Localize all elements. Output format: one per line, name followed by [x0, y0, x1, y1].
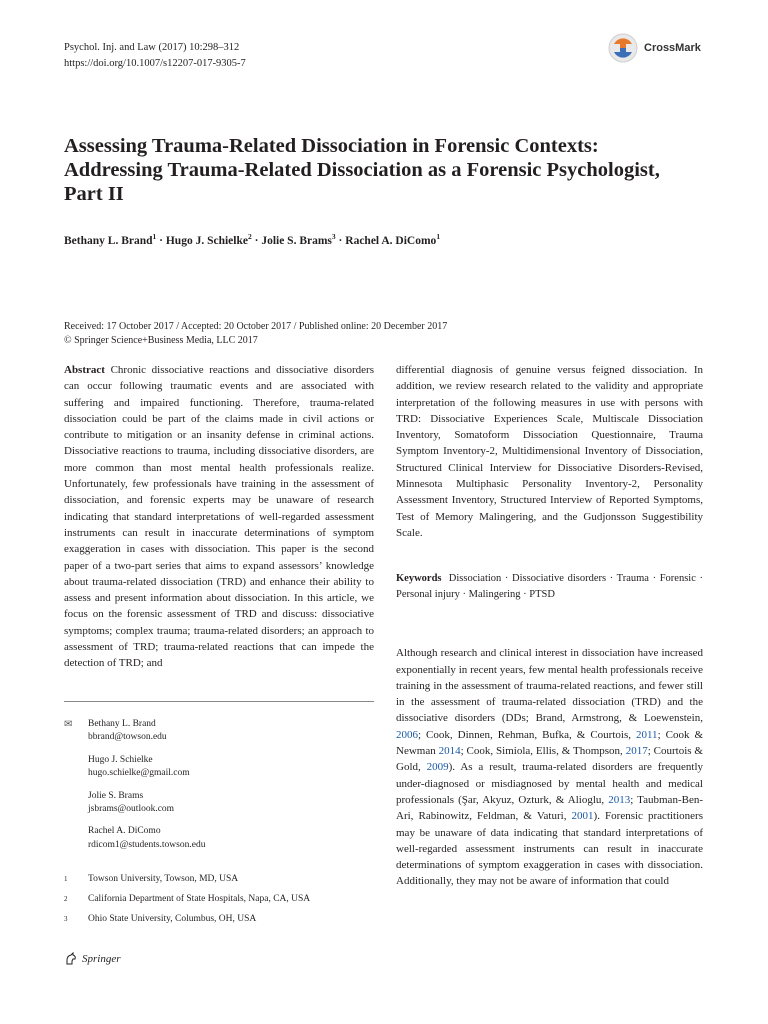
abstract-label: Abstract: [64, 364, 105, 376]
contact-email[interactable]: jsbrams@outlook.com: [88, 804, 175, 815]
citation-year-link[interactable]: 2014: [438, 745, 461, 758]
intro-text: ; Cook, Dinnen, Rehman, Bufka, & Courtois,: [418, 728, 636, 741]
contact-block: [64, 718, 374, 861]
keywords-text: Dissociation · Dissociative disorders · Trauma · Forensic · Personal injury · Malingering · PTSD: [396, 573, 703, 601]
envelope-icon: ✉: [64, 719, 73, 730]
intro-text: Although research and clinical interest in dissociation have increased exponentially in recent years, few mental health professionals receive training in the assessment of trauma-related reactions, and fewer still in the assessment of trauma-related dissociation (TRD) and the dissociative disorders (DDs; Brand, Armstrong, & Loewenstein,: [396, 647, 703, 725]
intro-text: ; Courtois & Gold,: [396, 745, 703, 774]
author-name[interactable]: Bethany L. Brand: [64, 234, 153, 247]
contact-name: Rachel A. DiComo: [88, 826, 161, 837]
journal-header: [64, 40, 246, 72]
copyright-line: © Springer Science+Business Media, LLC 2017: [64, 335, 258, 346]
contact-name: Jolie S. Brams: [88, 790, 144, 801]
affiliation-number: 2: [64, 895, 68, 903]
contact-email[interactable]: bbrand@towson.edu: [88, 732, 167, 743]
citation-year-link[interactable]: 2017: [625, 745, 648, 758]
affiliations: [64, 873, 374, 933]
author-affil-sup: 2: [247, 232, 252, 241]
author-name[interactable]: Rachel A. DiComo: [345, 234, 437, 247]
contact-name: Bethany L. Brand: [88, 719, 156, 729]
affiliation-text: California Department of State Hospitals, Napa, CA, USA: [88, 894, 311, 904]
author-separator: ·: [251, 234, 262, 247]
journal-citation: Psychol. Inj. and Law (2017) 10:298–312: [64, 42, 240, 53]
abstract-continued: differential diagnosis of genuine versus feigned dissociation. In addition, we review research related to the validity and appropriate interpretation of the following measures in use with persons with TRD: Dissociative Experiences Scale, Multiscale Dissociation Inventory, Somatoform Dissociation Questionnaire, Trauma Symptom Inventory-2, Multidimensional Inventory of Dissociation, Structured Clinical Interview for Dissociative Disorders-Revised, Minnesota Multiphasic Personality Inventory-2, Personality Assessment Inventory, Structured Interview of Reported Symptoms, Test of Memory Malingering, and the Gudjonsson Suggestibility Scale.: [396, 364, 703, 539]
abstract-text: Chronic dissociative reactions and dissociative disorders can occur following traumatic events and are associated with suffering and impaired functioning. Therefore, trauma-related dissociation could be part of the claims made in civil actions or contribute to mitigation or an insanity defense in criminal actions. Dissociative reactions to trauma, including dissociative disorders, are more common than most mental health professionals realize. Unfortunately, few professionals have training in the assessment of dissociation, and forensic experts may be unaware of research indicating that standard interpretations of well-regarded assessment instruments can result in inaccurate determinations of symptom exaggeration in cases with dissociation. This paper is the second paper of a two-part series that aims to expand assessors’ knowledge about trauma-related dissociation (TRD) and enhance their ability to assess and present information about dissociation. In this article, we focus on the forensic assessment of TRD and discuss: dissociative symptoms; complex trauma; trauma-related disorders; an approach to assessment of TRD; trauma-related reactions that can impede the detection of TRD; and: [64, 364, 374, 670]
abstract-column-left: [64, 362, 374, 672]
intro-text: ; Taubman-Ben-Ari, Rabinowitz, Feldman, & Vaturi,: [396, 793, 703, 823]
citation-year-link[interactable]: 2001: [571, 810, 594, 823]
intro-text: ; Cook & Newman: [396, 728, 703, 758]
received-line: Received: 17 October 2017 / Accepted: 20 October 2017 / Published online: 20 December 2017: [64, 321, 448, 332]
publication-dates: [64, 320, 447, 348]
intro-text: ). As a result, trauma-related disorders are frequently under-diagnosed or misdiagnosed by mental health and medical professionals (Şar, Akyuz, Ozturk, & Alioglu,: [396, 761, 704, 806]
affiliation-text: Towson University, Towson, MD, USA: [88, 874, 239, 884]
author-separator: ·: [156, 234, 166, 247]
author-name[interactable]: Hugo J. Schielke: [165, 234, 248, 247]
contact-entry: [64, 754, 374, 781]
contact-name: Hugo J. Schielke: [88, 754, 153, 765]
citation-year-link[interactable]: 2006: [396, 728, 418, 741]
springer-horse-icon: [64, 952, 78, 966]
intro-paragraph: [396, 645, 703, 889]
contact-entry: [64, 825, 374, 852]
author-affil-sup: 1: [152, 232, 157, 241]
affiliation-row: [64, 893, 374, 906]
publisher-name: Springer: [82, 953, 121, 965]
affiliation-text: Ohio State University, Columbus, OH, USA: [88, 914, 257, 924]
contact-email[interactable]: rdicom1@students.towson.edu: [88, 839, 206, 850]
citation-year-link[interactable]: 2013: [608, 793, 631, 806]
affiliation-row: [64, 913, 374, 926]
crossmark-label: CrossMark: [644, 42, 701, 54]
affiliation-number: 1: [64, 875, 68, 883]
intro-text: ). Forensic practitioners may be unaware of data indicating that standard interpretations of well-regarded assessment instruments can result in inaccurate determinations of symptom exaggeration in cases with dissociation. Additionally, they may not be aware of information that could: [396, 810, 703, 888]
abstract-paragraph: [64, 362, 374, 672]
keywords-label: Keywords: [396, 573, 442, 585]
keywords-paragraph: [396, 571, 703, 603]
crossmark-icon: [608, 33, 638, 63]
citation-year-link[interactable]: 2009: [426, 761, 449, 774]
publisher-footer: [64, 952, 121, 966]
contact-entry: [64, 718, 374, 745]
author-affil-sup: 1: [436, 232, 441, 241]
doi-link[interactable]: https://doi.org/10.1007/s12207-017-9305-7: [64, 58, 246, 69]
article-title: Assessing Trauma-Related Dissociation in Forensic Contexts: Addressing Trauma-Related Dissociation as a Forensic Psychologist, Part II: [64, 135, 660, 205]
author-separator: ·: [335, 234, 346, 247]
author-name[interactable]: Jolie S. Brams: [261, 234, 332, 247]
intro-text: ; Cook, Simiola, Ellis, & Thompson,: [460, 745, 626, 758]
contact-email[interactable]: hugo.schielke@gmail.com: [88, 768, 190, 779]
citation-year-link[interactable]: 2011: [635, 728, 658, 741]
author-affil-sup: 3: [331, 232, 336, 241]
affiliation-number: 3: [64, 915, 68, 923]
abstract-column-right: [396, 362, 703, 890]
footnote-divider: [64, 701, 374, 702]
contact-entry: [64, 790, 374, 817]
affiliation-row: [64, 873, 374, 886]
author-list: [64, 232, 440, 247]
crossmark-badge[interactable]: [608, 30, 718, 66]
